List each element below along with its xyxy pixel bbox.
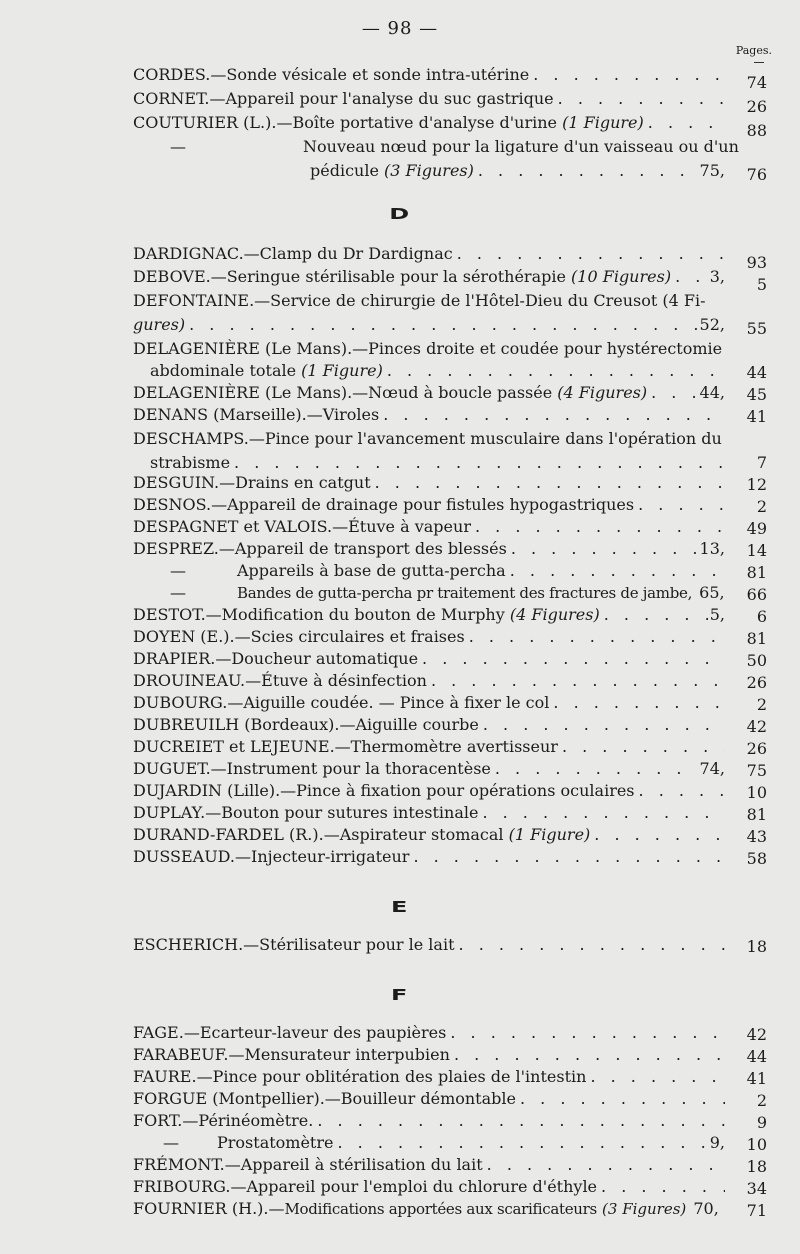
entry-page: 88: [746, 121, 767, 140]
index-entry: DUJARDIN (Lille). — Pince à fixation pour opérations oculaires . . .: [133, 780, 725, 802]
entry-page: 44: [746, 363, 767, 382]
index-entry: pédicule (3 Figures) . . . 75,: [310, 160, 725, 182]
entry-page: 55: [746, 319, 767, 338]
index-entry: DRAPIER. — Doucheur automatique . . .: [133, 648, 725, 670]
entry-page: 81: [746, 805, 767, 824]
entry-page: 5: [756, 275, 767, 294]
entry-page: 12: [746, 475, 767, 494]
entry-page: 71: [746, 1201, 767, 1220]
index-entry: DROUINEAU. — Étuve à désinfection . . .: [133, 670, 725, 692]
entry-page: 76: [746, 165, 767, 184]
index-entry: DUBOURG. — Aiguille coudée. — Pince à fixer le col . . .: [133, 692, 725, 714]
entry-page: 26: [746, 673, 767, 692]
entry-page: 42: [746, 717, 767, 736]
entry-page: 41: [746, 407, 767, 426]
index-entry: DESNOS. — Appareil de drainage pour fistules hypogastriques . . .: [133, 494, 725, 516]
index-entry: ESCHERICH. — Stérilisateur pour le lait . . .: [133, 934, 725, 956]
entry-page: 81: [746, 629, 767, 648]
section-letter-f: F: [391, 986, 409, 1004]
index-entry: FOURNIER (H.). — Modifications apportées aux scarificateurs (3 Figures) 70,: [133, 1199, 719, 1218]
section-letter-d: D: [389, 205, 411, 223]
entry-page: 9: [756, 1113, 767, 1132]
entry-page: 18: [746, 1157, 767, 1176]
index-entry: DESGUIN. — Drains en catgut . . .: [133, 472, 725, 494]
pages-column-label: Pages.: [735, 44, 772, 57]
entry-page: 2: [756, 695, 767, 714]
entry-page: 26: [746, 97, 767, 116]
entry-page: 2: [756, 497, 767, 516]
index-entry: DEBOVE. — Seringue stérilisable pour la sérothérapie (10 Figures) . . . 3,: [133, 266, 725, 288]
entry-page: 50: [746, 651, 767, 670]
index-entry: — Appareils à base de gutta-percha . . .: [133, 560, 725, 582]
index-entry: DUSSEAUD. — Injecteur-irrigateur . . .: [133, 846, 725, 868]
entry-page: 18: [746, 937, 767, 956]
entry-page: 43: [746, 827, 767, 846]
entry-page: 42: [746, 1025, 767, 1044]
index-entry: — Nouveau nœud pour la ligature d'un vaisseau ou d'un: [170, 137, 739, 156]
entry-page: 58: [746, 849, 767, 868]
index-entry: DELAGENIÈRE (Le Mans). — Nœud à boucle passée (4 Figures) . . . 44,: [133, 382, 725, 404]
index-entry: DUCREIET et LEJEUNE. — Thermomètre avertisseur . . .: [133, 736, 725, 758]
index-entry: FAGE. — Ecarteur-laveur des paupières . . .: [133, 1022, 725, 1044]
index-entry: — Prostatomètre . . . 9,: [133, 1132, 725, 1154]
index-entry: DEFONTAINE. — Service de chirurgie de l'Hôtel-Dieu du Creusot (4 Fi-: [133, 291, 706, 310]
index-entry: DENANS (Marseille). — Viroles . . .: [133, 404, 725, 426]
index-entry: — Bandes de gutta-percha pr traitement des fractures de jambe, 65,: [170, 583, 725, 602]
index-entry: DUGUET. — Instrument pour la thoracentèse . . . 74,: [133, 758, 725, 780]
entry-page: 74: [746, 73, 767, 92]
index-entry: CORDES. — Sonde vésicale et sonde intra-utérine . . .: [133, 64, 725, 86]
index-entry: DESCHAMPS. — Pince pour l'avancement musculaire dans l'opération du: [133, 429, 722, 448]
entry-page: 14: [746, 541, 767, 560]
index-entry: DESPREZ. — Appareil de transport des blessés . . . 13,: [133, 538, 725, 560]
entry-page: 10: [746, 783, 767, 802]
entry-page: 41: [746, 1069, 767, 1088]
index-entry: DARDIGNAC. — Clamp du Dr Dardignac . . .: [133, 243, 725, 265]
section-letter-e: E: [391, 898, 409, 916]
entry-page: 10: [746, 1135, 767, 1154]
index-entry: abdominale totale (1 Figure) . . .: [150, 360, 725, 382]
entry-page: 34: [746, 1179, 767, 1198]
entry-page: 49: [746, 519, 767, 538]
index-entry: DELAGENIÈRE (Le Mans). — Pinces droite et coudée pour hystérectomie: [133, 339, 723, 358]
entry-page: 66: [746, 585, 767, 604]
index-entry: DURAND-FARDEL (R.). — Aspirateur stomacal (1 Figure) . . .: [133, 824, 725, 846]
index-entry: strabisme . . .: [150, 452, 725, 474]
index-entry: DUPLAY. — Bouton pour sutures intestinale . . .: [133, 802, 725, 824]
index-entry: COUTURIER (L.). — Boîte portative d'analyse d'urine (1 Figure) . . .: [133, 112, 725, 134]
index-entry: FORGUE (Montpellier). — Bouilleur démontable . . .: [133, 1088, 725, 1110]
entry-page: 26: [746, 739, 767, 758]
entry-page: 93: [746, 253, 767, 272]
index-entry: DUBREUILH (Bordeaux). — Aiguille courbe . . .: [133, 714, 725, 736]
entry-page: 7: [756, 453, 767, 472]
pages-rule: [754, 62, 764, 63]
index-entry: FRÉMONT. — Appareil à stérilisation du lait . . .: [133, 1154, 725, 1176]
index-entry: FRIBOURG. — Appareil pour l'emploi du chlorure d'éthyle . . .: [133, 1176, 725, 1198]
index-entry: DESTOT. — Modification du bouton de Murphy (4 Figures) . . . 5,: [133, 604, 725, 626]
entry-page: 44: [746, 1047, 767, 1066]
entry-page: 45: [746, 385, 767, 404]
index-entry: DESPAGNET et VALOIS. — Étuve à vapeur . . .: [133, 516, 725, 538]
entry-page: 2: [756, 1091, 767, 1110]
index-entry: FORT. — Périnéomètre. . . .: [133, 1110, 725, 1132]
index-entry: gures) . . . 52,: [133, 314, 725, 336]
page-number: — 98 —: [361, 18, 439, 39]
entry-page: 6: [756, 607, 767, 626]
index-entry: DOYEN (E.). — Scies circulaires et fraises . . .: [133, 626, 725, 648]
entry-page: 75: [746, 761, 767, 780]
entry-page: 81: [746, 563, 767, 582]
index-entry: FARABEUF. — Mensurateur interpubien . . .: [133, 1044, 725, 1066]
index-entry: FAURE. — Pince pour oblitération des plaies de l'intestin . . .: [133, 1066, 725, 1088]
index-entry: CORNET. — Appareil pour l'analyse du suc gastrique . . .: [133, 88, 725, 110]
